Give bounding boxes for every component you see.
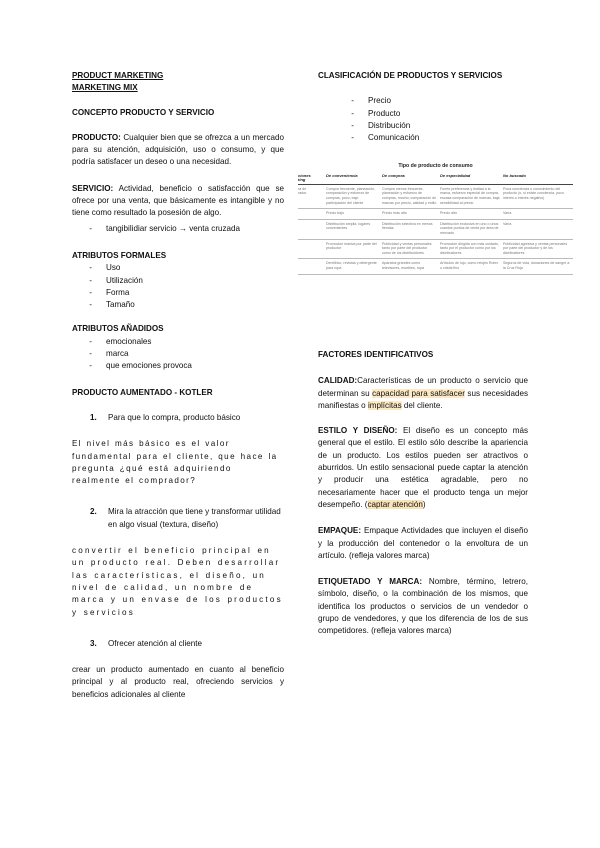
anadidos-heading: ATRIBUTOS AÑADIDOS bbox=[72, 324, 164, 334]
list-item: - Distribución bbox=[351, 120, 411, 130]
right-column-lower bbox=[318, 349, 528, 638]
table-cell: Compra menos frecuente, planeación y esfuerzo de compras, mucho; comparación de marcas por precio, calidad y estilo bbox=[382, 185, 440, 209]
step-1: 1. Para que lo compra, producto básico bbox=[90, 412, 241, 422]
doc-subtitle: MARKETING MIX bbox=[72, 83, 138, 93]
table-cell: Varía bbox=[503, 220, 573, 240]
empaque-label: EMPAQUE: bbox=[318, 526, 362, 536]
table-cell: Precio bajo bbox=[326, 209, 382, 220]
table-title: Tipo de producto de consumo bbox=[398, 163, 473, 169]
highlight: implícitas bbox=[367, 400, 402, 410]
list-item: - Utilización bbox=[89, 275, 143, 285]
servicio-text: Actividad, beneficio o satisfacción que se ofrece por una venta, que básicamente es intangible y no tiene como resultado la posesión de algo. bbox=[72, 183, 284, 218]
table-header-cell: ciones ting bbox=[298, 173, 326, 185]
empaque-definition: EMPAQUE: Empaque Actividades que incluyen el diseño y la producción del contenedor o la envoltura de un artículo. (refleja valores marca) bbox=[318, 526, 528, 560]
left-column bbox=[72, 70, 284, 701]
list-item: - Producto bbox=[351, 108, 401, 118]
table-cell: ra de rador bbox=[298, 185, 326, 209]
table-cell bbox=[298, 240, 326, 260]
list-item: - que emociones provoca bbox=[89, 361, 192, 371]
list-item: - emocionales bbox=[89, 336, 152, 346]
clasificacion-heading: CLASIFICACIÓN DE PRODUCTOS Y SERVICIOS bbox=[318, 71, 503, 80]
table-cell: Distribución exclusiva en uno o unos cuantos puntos de venta por área de mercado bbox=[440, 220, 503, 240]
calidad-label: CALIDAD: bbox=[318, 376, 358, 386]
list-item: - Tamaño bbox=[89, 300, 135, 310]
table-cell: Promoción dirigida con más cuidado, tanto por el productor como por los distribuidores bbox=[440, 240, 503, 260]
right-column bbox=[318, 70, 528, 144]
list-item: - Forma bbox=[89, 287, 130, 297]
factores-heading: FACTORES IDENTIFICATIVOS bbox=[318, 350, 434, 359]
table-cell: Publicidad y ventas personales tanto por parte del productor como de los distribuidores bbox=[382, 240, 440, 260]
mix-list bbox=[318, 95, 528, 144]
doc-title: PRODUCT MARKETING bbox=[72, 71, 164, 80]
table-cell: Precio más alto bbox=[382, 209, 440, 220]
list-item: - Precio bbox=[351, 96, 391, 106]
list-item: - Uso bbox=[89, 263, 121, 273]
table-cell: Seguros de vida, donaciones de sangre a la Cruz Roja bbox=[503, 259, 573, 274]
step-1-text: El nivel más básico es el valor fundamental para el cliente, que hace la pregunta ¿qué está adquiriendo realmente el comprador? bbox=[72, 439, 278, 486]
table-cell: Distribución selectiva en menos tiendas bbox=[382, 220, 440, 240]
table-cell: Poca conciencia o conocimiento del producto (o, si existe conciencia, poco interés o interés negativo) bbox=[503, 185, 573, 209]
formales-list bbox=[72, 262, 284, 311]
step-3: 3. Ofrecer atención al cliente bbox=[90, 638, 203, 648]
calidad-definition: CALIDAD:Características de un producto o servicio que determinan su capacidad para satisfacer sus necesidades manifiestas o implícitas del cliente. bbox=[318, 376, 529, 410]
table-cell bbox=[298, 209, 326, 220]
table-cell: Publicidad agresiva y ventas personales por parte del productor y de los distribuidores bbox=[503, 240, 573, 260]
concepto-heading: CONCEPTO PRODUCTO Y SERVICIO bbox=[72, 107, 215, 117]
table-cell: Dentífrico, revistas y detergente para ropa bbox=[326, 259, 382, 274]
table-cell bbox=[298, 259, 326, 274]
anadidos-list bbox=[72, 336, 284, 373]
table-header-cell: De conveniencia bbox=[326, 173, 382, 185]
table-header-cell: No buscado bbox=[503, 173, 573, 185]
aumentado-heading: PRODUCTO AUMENTADO - KOTLER bbox=[72, 387, 213, 397]
highlight: captar atención bbox=[367, 499, 423, 509]
table-grid bbox=[298, 173, 573, 275]
list-item: - tangibilidiar servicio → venta cruzada bbox=[89, 223, 241, 233]
table-cell: Compra frecuente, planeación, comparación y esfuerzo de compras, poco; bajo participación del cliente bbox=[326, 185, 382, 209]
table-cell: Promoción masiva por parte del productor bbox=[326, 240, 382, 260]
table-cell bbox=[298, 220, 326, 240]
list-item: - marca bbox=[89, 349, 129, 359]
table-header-cell: De especialidad bbox=[440, 173, 503, 185]
table-cell: Precio alto bbox=[440, 209, 503, 220]
etiquetado-definition: ETIQUETADO Y MARCA: Nombre, término, letrero, símbolo, diseño, o la combinación de los mismos, que identifica los productos o servicios de un vendedor o grupo de vendedores, y que los diferencia de los de sus competidores. (refleja valores marca) bbox=[318, 577, 528, 636]
step-2: 2. Mira la atracción que tiene y transformar utilidad en algo visual (textura, diseño) bbox=[90, 507, 281, 529]
table-cell: Fuerte preferencia y lealtad a la marca, esfuerzo especial de compra, escasa comparación de marcas, baja sensibilidad al precio bbox=[440, 185, 503, 209]
estilo-definition: ESTILO Y DISEÑO: El diseño es un concepto más general que el estilo. El estilo sólo describe la apariencia de un producto. Los estilos pueden ser atractivos o aburridos. Un estilo sensacional puede captar la atención y producir una estética agradable, pero no necesariamente hacer que el producto tenga un mejor desempeño. (captar atención) bbox=[318, 426, 529, 509]
step-2-text: convertir el beneficio principal en un producto real. Deben desarrollar las características, el diseño, un nivel de calidad, un nombre de marca y un envase de los productos y servicios bbox=[72, 546, 283, 617]
producto-label: PRODUCTO: bbox=[72, 132, 121, 142]
formales-heading: ATRIBUTOS FORMALES bbox=[72, 250, 167, 260]
servicio-definition bbox=[72, 183, 284, 220]
table-header-cell: De compras bbox=[382, 173, 440, 185]
etiquetado-label: ETIQUETADO Y MARCA: bbox=[318, 577, 423, 587]
table-cell: Artículos de lujo, como relojes Rolex o cristal fino bbox=[440, 259, 503, 274]
consumer-products-table bbox=[298, 163, 573, 270]
highlight: capacidad para satisfacer bbox=[372, 388, 465, 398]
table-cell: Varía bbox=[503, 209, 573, 220]
table-cell: Distribución amplia, lugares convenientes bbox=[326, 220, 382, 240]
servicio-label: SERVICIO: bbox=[72, 183, 114, 193]
producto-text: Cualquier bien que se ofrezca a un mercado para su atención, adquisición, uso o consumo, y que podría satisfacer un deseo o una necesidad. bbox=[72, 132, 284, 167]
step-3-text: crear un producto aumentado en cuanto al beneficio principal y al producto real, ofreciendo servicios y beneficios adicionales al cliente bbox=[72, 665, 284, 699]
estilo-label: ESTILO Y DISEÑO: bbox=[318, 426, 398, 436]
list-item: - Comunicación bbox=[351, 133, 420, 143]
table-cell: Aparatos grandes como televisores, muebles, ropa bbox=[382, 259, 440, 274]
producto-definition bbox=[72, 132, 284, 169]
